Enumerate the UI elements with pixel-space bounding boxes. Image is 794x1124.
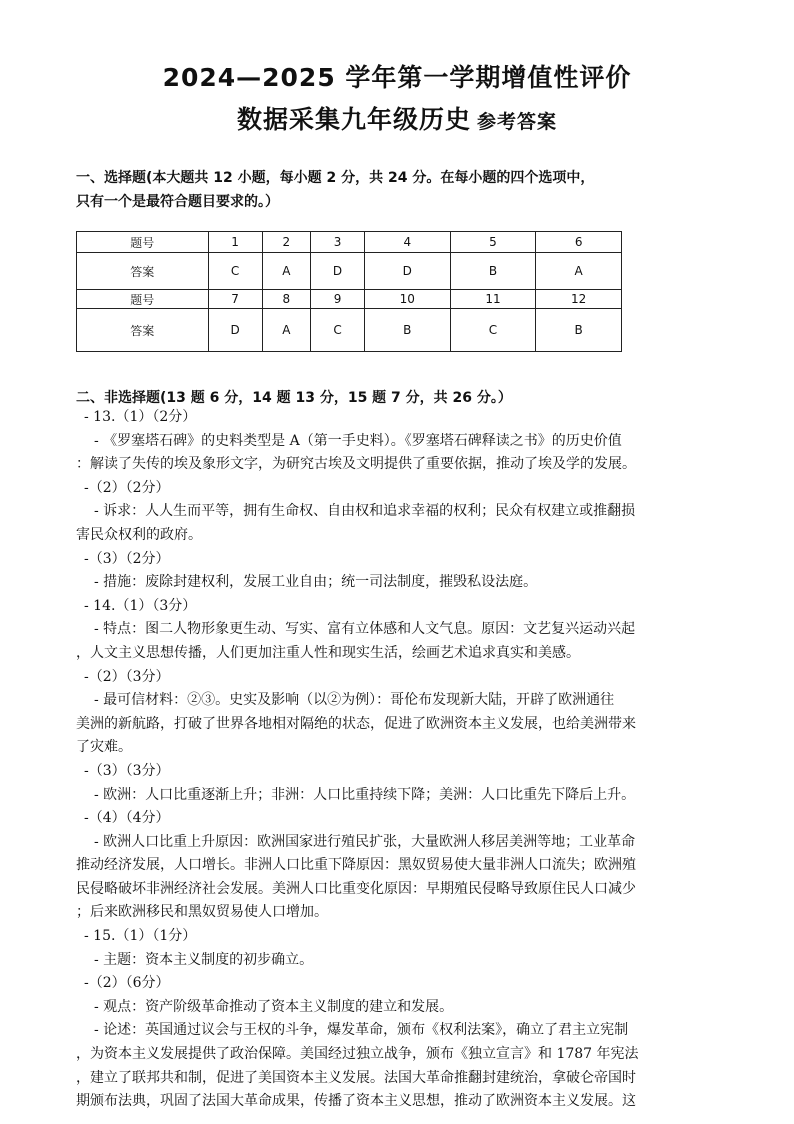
answer-line: ，建立了联邦共和制，促进了美国资本主义发展。法国大革命推翻封建统治，拿破仑帝国时 — [76, 1069, 636, 1086]
section1-heading-line2: 只有一个是最符合题目要求的。） — [76, 194, 279, 210]
question-number: 1 — [208, 232, 262, 253]
table-row — [77, 232, 622, 253]
answer-line: -（3）（3分） — [84, 762, 170, 779]
question-number: 7 — [208, 290, 262, 309]
answer-line: - 13.（1）（2分） — [84, 409, 197, 425]
answer-cell: B — [536, 309, 622, 352]
document-title-line1: 2024—2025 学年第一学期增值性评价 — [162, 63, 632, 92]
section2-heading: 二、非选择题(13 题 6 分，14 题 13 分，15 题 7 分，共 26 分。） — [76, 390, 512, 406]
section1-heading-line1: 一、选择题(本大题共 12 小题，每小题 2 分，共 24 分。在每小题的四个选项中， — [76, 170, 595, 186]
answer-line: ，人文主义思想传播，人们更加注重人性和现实生活，绘画艺术追求真实和美感。 — [76, 644, 580, 661]
question-number: 12 — [536, 290, 622, 309]
row-label: 答案 — [77, 253, 209, 290]
row-label: 题号 — [77, 232, 209, 253]
question-number: 5 — [450, 232, 536, 253]
answer-line: 美洲的新航路，打破了世界各地相对隔绝的状态，促进了欧洲资本主义发展，也给美洲带来 — [76, 715, 636, 732]
answer-line: - 主题：资本主义制度的初步确立。 — [94, 951, 314, 968]
answer-line: -（4）（4分） — [84, 810, 170, 827]
section1-heading — [76, 166, 716, 214]
answer-line: ；后来欧洲移民和黑奴贸易使人口增加。 — [76, 904, 328, 921]
title-answer-key: 参考答案 — [477, 111, 558, 133]
answer-line: ，为资本主义发展提供了政治保障。美国经过独立战争，颁布《独立宣言》和 1787 年宪法 — [76, 1046, 639, 1063]
answer-line: 民侵略破坏非洲经济社会发展。美洲人口比重变化原因：早期殖民侵略导致原住民人口减少 — [76, 880, 636, 897]
answer-cell: B — [450, 253, 536, 290]
table-row — [77, 253, 622, 290]
table-row — [77, 290, 622, 309]
answer-cell: B — [364, 309, 450, 352]
answer-line: -（2）（3分） — [84, 668, 170, 685]
answer-line: -（3）（2分） — [84, 550, 170, 567]
answer-line: 害民众权利的政府。 — [76, 526, 202, 543]
answer-line: 了灾难。 — [76, 739, 132, 756]
document-title-line2 — [0, 100, 794, 136]
answer-line: -（2）（6分） — [84, 975, 170, 992]
question-number: 9 — [311, 290, 365, 309]
row-label: 题号 — [77, 290, 209, 309]
answer-body — [76, 406, 716, 1114]
answer-line: -（2）（2分） — [84, 479, 170, 496]
table-row — [77, 309, 622, 352]
question-number: 4 — [364, 232, 450, 253]
answer-line: - 措施：废除封建权利，发展工业自由；统一司法制度，摧毁私设法庭。 — [94, 574, 538, 591]
answer-cell: D — [208, 309, 262, 352]
answer-cell: A — [262, 253, 311, 290]
answer-cell: D — [364, 253, 450, 290]
row-label: 答案 — [77, 309, 209, 352]
question-number: 3 — [311, 232, 365, 253]
answer-line: - 14.（1）（3分） — [84, 597, 197, 614]
question-number: 6 — [536, 232, 622, 253]
answer-line: - 欧洲人口比重上升原因：欧洲国家进行殖民扩张，大量欧洲人移居美洲等地；工业革命 — [94, 833, 636, 850]
answer-line: - 观点：资产阶级革命推动了资本主义制度的建立和发展。 — [94, 998, 454, 1015]
answer-cell: C — [450, 309, 536, 352]
answer-cell: C — [311, 309, 365, 352]
answer-line: 期颁布法典，巩固了法国大革命成果，传播了资本主义思想，推动了欧洲资本主义发展。这 — [76, 1093, 636, 1110]
title-subject: 数据采集九年级历史 — [236, 105, 471, 134]
question-number: 11 — [450, 290, 536, 309]
answer-line: - 最可信材料：②③。史实及影响（以②为例）：哥伦布发现新大陆，开辟了欧洲通往 — [94, 692, 615, 709]
answer-line: - 《罗塞塔石碑》的史料类型是 A（第一手史料）。《罗塞塔石碑释读之书》的历史价值 — [94, 432, 622, 449]
answer-line: - 论述：英国通过议会与王权的斗争，爆发革命，颁布《权利法案》，确立了君主立宪制 — [94, 1022, 629, 1039]
answer-line: - 特点：图二人物形象更生动、写实、富有立体感和人文气息。原因：文艺复兴运动兴起 — [94, 621, 636, 638]
answer-cell: C — [208, 253, 262, 290]
answer-line: ：解读了失传的埃及象形文字，为研究古埃及文明提供了重要依据，推动了埃及学的发展。 — [76, 456, 636, 473]
question-number: 8 — [262, 290, 311, 309]
answer-line: 推动经济发展，人口增长。非洲人口比重下降原因：黑奴贸易使大量非洲人口流失；欧洲殖 — [76, 857, 636, 874]
answer-cell: D — [311, 253, 365, 290]
answer-cell: A — [536, 253, 622, 290]
answer-line: - 诉求：人人生而平等，拥有生命权、自由权和追求幸福的权利；民众有权建立或推翻损 — [94, 503, 636, 520]
question-number: 10 — [364, 290, 450, 309]
answer-cell: A — [262, 309, 311, 352]
answer-table — [76, 231, 622, 352]
question-number: 2 — [262, 232, 311, 253]
answer-line: - 15.（1）（1分） — [84, 928, 197, 945]
answer-line: - 欧洲：人口比重逐渐上升；非洲：人口比重持续下降；美洲：人口比重先下降后上升。 — [94, 786, 636, 803]
